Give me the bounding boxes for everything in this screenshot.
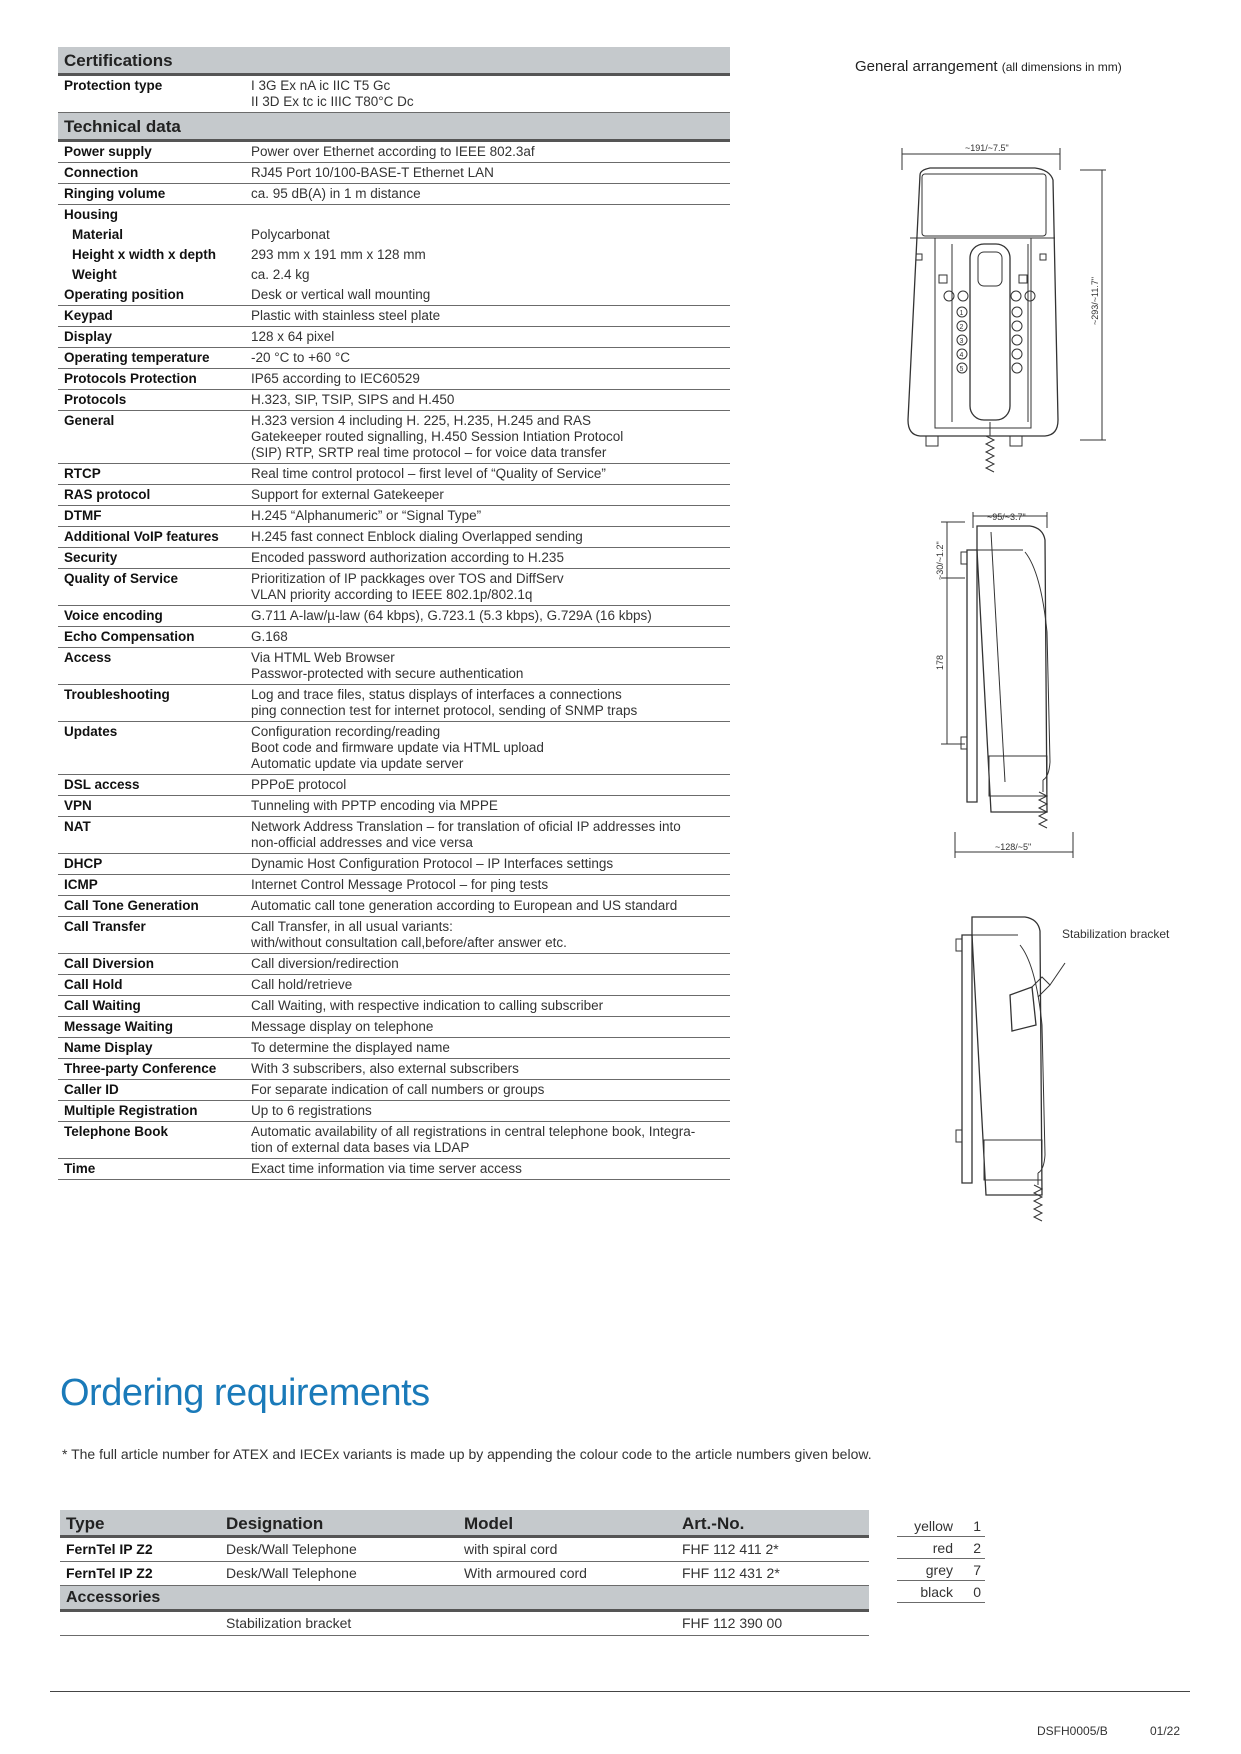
spec-label: Display: [58, 327, 245, 348]
spec-label: Caller ID: [58, 1080, 245, 1101]
spec-row: [58, 285, 730, 306]
spec-label: Height x width x depth: [72, 247, 216, 262]
keypad-key-label: 4: [959, 352, 964, 359]
spec-label: Call Waiting: [58, 996, 245, 1017]
side-view-drawing: [925, 512, 1085, 872]
spec-row: [58, 917, 730, 954]
spec-row: [58, 775, 730, 796]
spec-value: Network Address Translation – for translation of oficial IP addresses into non-official addresses and vice versa: [245, 817, 730, 854]
spec-value: ca. 95 dB(A) in 1 m distance: [245, 184, 730, 205]
colour-code-row: [897, 1581, 985, 1603]
ga-title-text: General arrangement: [855, 58, 998, 75]
bracket-label: Stabilization bracket: [1062, 927, 1170, 941]
spec-value: PPPoE protocol: [245, 775, 730, 796]
spec-label: Three-party Conference: [58, 1059, 245, 1080]
spec-label: Connection: [58, 163, 245, 184]
section-title: Certifications: [58, 47, 730, 75]
ordering-cell: FernTel IP Z2: [60, 1537, 220, 1562]
side-height-dim: 178: [935, 654, 945, 670]
section-title: Technical data: [58, 113, 730, 141]
spec-row: [58, 327, 730, 348]
spec-row: [58, 975, 730, 996]
spec-value: Internet Control Message Protocol – for ping tests: [245, 875, 730, 896]
keypad-key-label: 3: [959, 338, 964, 345]
spec-value: Encoded password authorization according to H.235: [245, 548, 730, 569]
spec-value: To determine the displayed name: [245, 1038, 730, 1059]
spec-label: Telephone Book: [58, 1122, 245, 1159]
spec-value: Log and trace files, status displays of interfaces a connections ping connection test for internet protocol, sending of SNMP traps: [245, 685, 730, 722]
spec-row: [58, 569, 730, 606]
accessory-row: [60, 1611, 869, 1636]
spec-value: H.245 “Alphanumeric” or “Signal Type”: [245, 506, 730, 527]
spec-value: 293 mm x 191 mm x 128 mm: [251, 247, 426, 262]
spec-label: Weight: [72, 267, 117, 282]
spec-label: RAS protocol: [58, 485, 245, 506]
front-view-drawing: [890, 140, 1120, 485]
spec-row: [58, 306, 730, 327]
spec-row: [58, 225, 730, 245]
colour-code-row: [897, 1559, 985, 1581]
spec-row: [58, 606, 730, 627]
colour-name: yellow: [897, 1515, 957, 1537]
spec-label: Housing: [64, 207, 118, 222]
colour-code: 1: [957, 1515, 985, 1537]
spec-value: H.323 version 4 including H. 225, H.235, H.245 and RAS Gatekeeper routed signalling, H.450 Session Intiation Protocol (SIP) RTP, SRTP real time protocol – for voice data transfer: [245, 411, 730, 464]
accessory-cell: Stabilization bracket: [220, 1611, 458, 1636]
spec-row: [58, 75, 730, 113]
spec-label: Troubleshooting: [58, 685, 245, 722]
spec-label: RTCP: [58, 464, 245, 485]
colour-code-row: [897, 1537, 985, 1559]
spec-row: [58, 817, 730, 854]
ga-note: (all dimensions in mm): [1001, 60, 1122, 74]
spec-value: Power over Ethernet according to IEEE 802.3af: [245, 141, 730, 163]
accessory-cell: [60, 1611, 220, 1636]
footer-doc-number: DSFH0005/B: [1037, 1724, 1108, 1738]
colour-name: red: [897, 1537, 957, 1559]
spec-row: [58, 348, 730, 369]
ordering-cell: FHF 112 411 2*: [676, 1537, 869, 1562]
spec-value: Configuration recording/reading Boot code and firmware update via HTML upload Automatic update via update server: [245, 722, 730, 775]
spec-value: Exact time information via time server access: [245, 1159, 730, 1180]
spec-value: Automatic call tone generation according to European and US standard: [245, 896, 730, 917]
ordering-cell: Desk/Wall Telephone: [220, 1537, 458, 1562]
ordering-column-header: Designation: [220, 1510, 458, 1537]
section-header: [58, 47, 730, 75]
ordering-cell: Desk/Wall Telephone: [220, 1562, 458, 1586]
spec-label: Power supply: [58, 141, 245, 163]
spec-label: Time: [58, 1159, 245, 1180]
spec-row: [58, 265, 730, 285]
spec-label: Call Diversion: [58, 954, 245, 975]
spec-row: [58, 896, 730, 917]
section-header: [58, 113, 730, 141]
spec-row: [58, 548, 730, 569]
footer-divider: [50, 1691, 1190, 1692]
accessories-label: Accessories: [60, 1586, 869, 1611]
ordering-column-header: Model: [458, 1510, 676, 1537]
colour-code-row: [897, 1515, 985, 1537]
ordering-column-header: Art.-No.: [676, 1510, 869, 1537]
spec-row: [58, 1080, 730, 1101]
spec-row: [58, 954, 730, 975]
spec-label: Ringing volume: [58, 184, 245, 205]
spec-label: Quality of Service: [58, 569, 245, 606]
spec-label: Voice encoding: [58, 606, 245, 627]
keypad-key-label: 5: [959, 366, 964, 373]
spec-value: Call hold/retrieve: [245, 975, 730, 996]
spec-row: [58, 685, 730, 722]
spec-label: DSL access: [58, 775, 245, 796]
spec-label: Operating position: [58, 285, 245, 306]
spec-value: Automatic availability of all registrations in central telephone book, Integra- tion of external data bases via LDAP: [245, 1122, 730, 1159]
accessory-cell: FHF 112 390 00: [676, 1611, 869, 1636]
footer-date: 01/22: [1150, 1724, 1181, 1738]
spec-row: [58, 627, 730, 648]
colour-code: 7: [957, 1559, 985, 1581]
spec-row: [58, 1059, 730, 1080]
spec-label: General: [58, 411, 245, 464]
spec-label: Name Display: [58, 1038, 245, 1059]
spec-label: Call Tone Generation: [58, 896, 245, 917]
general-arrangement-title: [855, 58, 1122, 75]
colour-name: black: [897, 1581, 957, 1603]
front-height-dim: ~293/~11.7": [1090, 276, 1100, 325]
spec-label: Multiple Registration: [58, 1101, 245, 1122]
spec-row: [58, 369, 730, 390]
spec-label: ICMP: [58, 875, 245, 896]
spec-value: [245, 205, 730, 226]
colour-code: 0: [957, 1581, 985, 1603]
spec-row: [58, 648, 730, 685]
ordering-cell: with spiral cord: [458, 1537, 676, 1562]
spec-value: Dynamic Host Configuration Protocol – IP Interfaces settings: [245, 854, 730, 875]
ordering-cell: With armoured cord: [458, 1562, 676, 1586]
ordering-row: [60, 1562, 869, 1586]
spec-value: Call Transfer, in all usual variants: with/without consultation call,before/after answer etc.: [245, 917, 730, 954]
spec-row: [58, 996, 730, 1017]
ordering-heading: Ordering requirements: [60, 1372, 430, 1414]
spec-row: [58, 1038, 730, 1059]
keypad-key-label: 1: [959, 310, 964, 317]
spec-label: Additional VoIP features: [58, 527, 245, 548]
spec-table: [58, 47, 730, 1180]
colour-name: grey: [897, 1559, 957, 1581]
spec-label: Protocols Protection: [58, 369, 245, 390]
spec-value: Tunneling with PPTP encoding via MPPE: [245, 796, 730, 817]
spec-row: [58, 1101, 730, 1122]
spec-label: Material: [72, 227, 124, 242]
accessories-header-row: [60, 1586, 869, 1611]
spec-row: [58, 1122, 730, 1159]
spec-value: Desk or vertical wall mounting: [245, 285, 730, 306]
ordering-header-row: [60, 1510, 869, 1537]
spec-label: VPN: [58, 796, 245, 817]
accessory-cell: [458, 1611, 676, 1636]
side-top-dim: ~95/~3.7": [987, 512, 1026, 522]
spec-value: Call Waiting, with respective indication to calling subscriber: [245, 996, 730, 1017]
spec-label: Call Transfer: [58, 917, 245, 954]
spec-value: RJ45 Port 10/100-BASE-T Ethernet LAN: [245, 163, 730, 184]
spec-row: [58, 875, 730, 896]
ordering-table: [60, 1510, 869, 1636]
spec-value: ca. 2.4 kg: [251, 267, 310, 282]
spec-label: Keypad: [58, 306, 245, 327]
spec-value: Prioritization of IP packkages over TOS and DiffServ VLAN priority according to IEEE 802.1p/802.1q: [245, 569, 730, 606]
spec-value: With 3 subscribers, also external subscribers: [245, 1059, 730, 1080]
colour-code: 2: [957, 1537, 985, 1559]
spec-value: IP65 according to IEC60529: [245, 369, 730, 390]
spec-value: Up to 6 registrations: [245, 1101, 730, 1122]
spec-value: I 3G Ex nA ic IIC T5 Gc II 3D Ex tc ic IIIC T80°C Dc: [245, 75, 730, 113]
colour-code-table: [897, 1515, 985, 1603]
ordering-cell: FernTel IP Z2: [60, 1562, 220, 1586]
spec-value: G.711 A-law/µ-law (64 kbps), G.723.1 (5.3 kbps), G.729A (16 kbps): [245, 606, 730, 627]
spec-value: H.245 fast connect Enblock dialing Overlapped sending: [245, 527, 730, 548]
spec-label: Access: [58, 648, 245, 685]
spec-value: Polycarbonat: [251, 227, 330, 242]
side-offset-dim: ~30/~1.2": [935, 541, 945, 580]
spec-label: Security: [58, 548, 245, 569]
spec-row: [58, 527, 730, 548]
spec-label: Operating temperature: [58, 348, 245, 369]
spec-row: [58, 485, 730, 506]
spec-row: [58, 205, 730, 226]
bracket-view-drawing: [950, 915, 1070, 1230]
spec-row: [58, 464, 730, 485]
side-depth-dim: ~128/~5": [995, 842, 1032, 852]
spec-row: [58, 411, 730, 464]
spec-label: DTMF: [58, 506, 245, 527]
spec-label: Updates: [58, 722, 245, 775]
spec-row: [58, 1159, 730, 1180]
spec-row: [58, 390, 730, 411]
ordering-row: [60, 1537, 869, 1562]
spec-row: [58, 854, 730, 875]
spec-label: Protection type: [58, 75, 245, 113]
spec-value: 128 x 64 pixel: [245, 327, 730, 348]
spec-row: [58, 163, 730, 184]
spec-row: [58, 245, 730, 265]
spec-label: Protocols: [58, 390, 245, 411]
spec-value: -20 °C to +60 °C: [245, 348, 730, 369]
spec-value: Real time control protocol – first level of “Quality of Service”: [245, 464, 730, 485]
spec-label: DHCP: [58, 854, 245, 875]
spec-label: NAT: [58, 817, 245, 854]
spec-value: Support for external Gatekeeper: [245, 485, 730, 506]
ordering-note: * The full article number for ATEX and IECEx variants is made up by appending the colour code to the article numbers given below.: [62, 1446, 872, 1462]
spec-value: Call diversion/redirection: [245, 954, 730, 975]
spec-row: [58, 141, 730, 163]
keypad-key-label: 2: [959, 324, 964, 331]
spec-row: [58, 722, 730, 775]
spec-row: [58, 796, 730, 817]
spec-value: For separate indication of call numbers or groups: [245, 1080, 730, 1101]
spec-label: Echo Compensation: [58, 627, 245, 648]
spec-value: Message display on telephone: [245, 1017, 730, 1038]
spec-value: Plastic with stainless steel plate: [245, 306, 730, 327]
spec-value: H.323, SIP, TSIP, SIPS and H.450: [245, 390, 730, 411]
spec-row: [58, 506, 730, 527]
spec-value: G.168: [245, 627, 730, 648]
ordering-cell: FHF 112 431 2*: [676, 1562, 869, 1586]
spec-value: Via HTML Web Browser Passwor-protected with secure authentication: [245, 648, 730, 685]
spec-row: [58, 1017, 730, 1038]
spec-label: Message Waiting: [58, 1017, 245, 1038]
spec-label: Call Hold: [58, 975, 245, 996]
ordering-column-header: Type: [60, 1510, 220, 1537]
front-width-dim: ~191/~7.5": [965, 143, 1009, 153]
spec-row: [58, 184, 730, 205]
